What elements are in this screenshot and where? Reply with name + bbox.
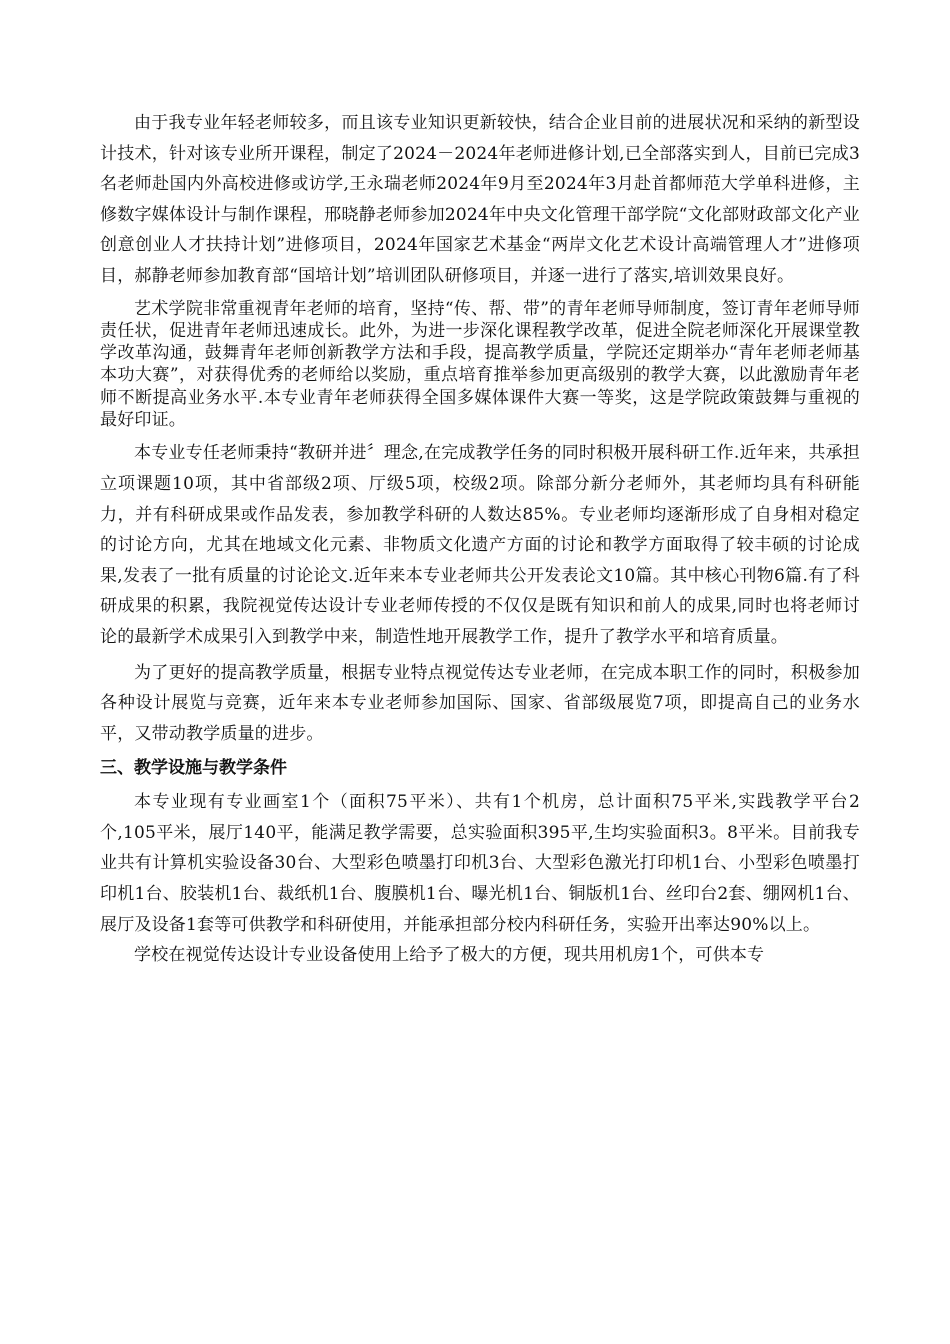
paragraph-teacher-training: 由于我专业年轻老师较多，而且该专业知识更新较快，结合企业目前的进展状况和采纳的新型设计技术，针对该专业所开课程，制定了2024－2024年老师进修计划,已全部落实到人，目前已完成3名老师赴国内外高校进修或访学,王永瑞老师2024年9月至2024年3月赴首都师范大学单科进修，主修数字媒体设计与制作课程，邢晓静老师参加2024年中央文化管理干部学院“文化部财政部文化产业创意创业人才扶持计划”进修项目，2024年国家艺术基金“两岸文化艺术设计高端管理人才”进修项目，郝静老师参加教育部“国培计划”培训团队研修项目，并逐一进行了落实,培训效果良好。 bbox=[100, 113, 860, 286]
section-heading: 三、教学设施与教学条件 bbox=[100, 758, 287, 779]
paragraph-young-teachers: 艺术学院非常重视青年老师的培育，坚持“传、帮、带”的青年老师导师制度，签订青年老师导师责任状，促进青年老师迅速成长。此外，为进一步深化课程教学改革，促进全院老师深化开展课堂教学改革沟通，鼓舞青年老师创新教学方法和手段，提高教学质量，学院还定期举办“青年老师老师基本功大赛”，对获得优秀的老师给以奖励，重点培育推举参加更高级别的教学大赛，以此激励青年老师不断提高业务水平.本专业青年老师获得全国多媒体课件大赛一等奖，这是学院政策鼓舞与重视的最好印证。 bbox=[100, 298, 860, 431]
page-content bbox=[100, 108, 860, 971]
paragraph-research: 本专业专任老师秉持“教研并进〞理念,在完成教学任务的同时积极开展科研工作.近年来，共承担立项课题10项，其中省部级2项、厅级5项，校级2项。除部分新分老师外，其老师均具有科研能力，并有科研成果或作品发表，参加教学科研的人数达85%。专业老师均逐渐形成了自身相对稳定的讨论方向，尤其在地域文化元素、非物质文化遗产方面的讨论和教学方面取得了较丰硕的讨论成果,发表了一批有质量的讨论论文.近年来本专业老师共公开发表论文10篇。其中核心刊物6篇.有了科研成果的积累，我院视觉传达设计专业老师传授的不仅仅是既有知识和前人的成果,同时也将老师讨论的最新学术成果引入到教学中来，制造性地开展教学工作，提升了教学水平和培育质量。 bbox=[100, 443, 860, 647]
paragraph-exhibitions: 为了更好的提高教学质量，根据专业特点视觉传达专业老师，在完成本职工作的同时，积极参加各种设计展览与竞赛，近年来本专业老师参加国际、国家、省部级展览7项，即提高自己的业务水平，又带动教学质量的进步。 bbox=[100, 662, 860, 744]
paragraph-computer-room: 学校在视觉传达设计专业设备使用上给予了极大的方便，现共用机房1个，可供本专 bbox=[134, 945, 765, 966]
paragraph-facilities: 本专业现有专业画室1个（面积75平米）、共有1个机房，总计面积75平米,实践教学平台2个,105平米，展厅140平，能满足教学需要，总实验面积395平,生均实验面积3。8平米。目前我专业共有计算机实验设备30台、大型彩色喷墨打印机3台、大型彩色激光打印机1台、小型彩色喷墨打印机1台、胶装机1台、裁纸机1台、腹膜机1台、曝光机1台、铜版机1台、丝印台2套、绷网机1台、展厅及设备1套等可供教学和科研使用，并能承担部分校内科研任务，实验开出率达90%以上。 bbox=[100, 792, 860, 935]
